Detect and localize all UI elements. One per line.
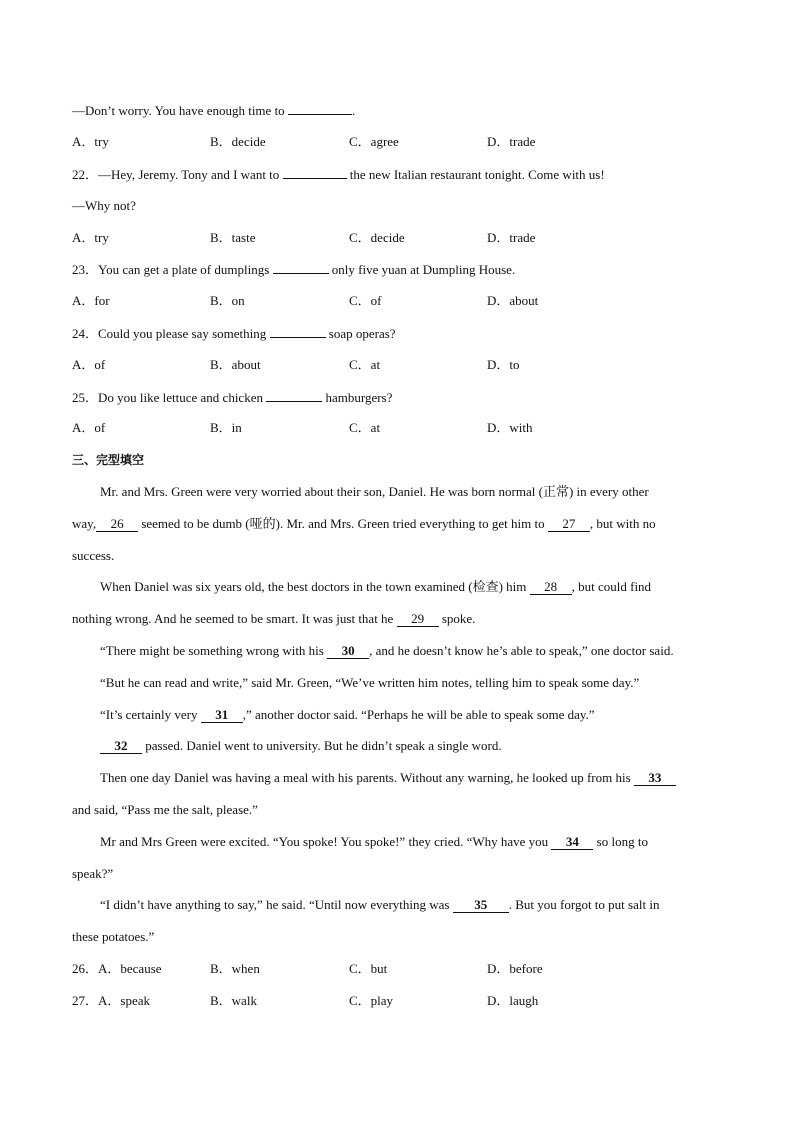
q23-option-a[interactable]: A．for <box>72 293 110 308</box>
q25-option-c[interactable]: C．at <box>349 420 381 435</box>
passage-text: When Daniel was six years old, the best doctors in the town examined (检查) him <box>100 579 527 594</box>
passage-p7-line2: and said, “Pass me the salt, please.” <box>72 802 258 817</box>
passage-text: so long to <box>596 834 648 849</box>
q22-option-b[interactable]: B．taste <box>210 230 256 245</box>
q23-blank[interactable] <box>273 261 329 274</box>
q22-blank[interactable] <box>283 166 347 179</box>
q23-stem-post: only five yuan at Dumpling House. <box>331 262 516 277</box>
blank-27[interactable]: 27 <box>548 517 590 532</box>
passage-text: , but with no <box>589 516 656 531</box>
q21-stem-post: . <box>351 103 356 118</box>
q23-stem <box>72 261 515 278</box>
blank-33[interactable]: 33 <box>634 771 676 786</box>
passage-p5 <box>100 707 595 723</box>
q25-option-b[interactable]: B．in <box>210 420 242 435</box>
passage-p8-line1 <box>100 834 648 850</box>
q21-option-b[interactable]: B．decide <box>210 134 266 149</box>
blank-32[interactable]: 32 <box>100 739 142 754</box>
q27-option-c[interactable]: C．play <box>349 993 394 1008</box>
q21-option-d[interactable]: D．trade <box>487 134 536 149</box>
passage-p6 <box>100 738 502 754</box>
passage-p7-line1 <box>100 770 676 786</box>
passage-text: “There might be something wrong with his <box>100 643 324 658</box>
passage-text: “It’s certainly very <box>100 707 198 722</box>
q21-blank[interactable] <box>288 102 352 115</box>
q25-stem <box>72 389 392 406</box>
passage-text: ,” another doctor said. “Perhaps he will be able to speak some day.” <box>242 707 595 722</box>
passage-text: nothing wrong. And he seemed to be smart. It was just that he <box>72 611 394 626</box>
passage-p8-line2: speak?” <box>72 866 114 881</box>
q23-option-b[interactable]: B．on <box>210 293 245 308</box>
q24-stem-post: soap operas? <box>328 326 396 341</box>
passage-p1-line2 <box>72 516 656 532</box>
blank-29[interactable]: 29 <box>397 612 439 627</box>
blank-30[interactable]: 30 <box>327 644 369 659</box>
q22-stem-pre: 22．—Hey, Jeremy. Tony and I want to <box>72 167 280 182</box>
q27-option-a[interactable]: 27．A．speak <box>72 993 150 1008</box>
passage-p1-line3: success. <box>72 548 115 563</box>
q26-option-c[interactable]: C．but <box>349 961 388 976</box>
q27-option-d[interactable]: D．laugh <box>487 993 539 1008</box>
passage-text: Mr and Mrs Green were excited. “You spoke! You spoke!” they cried. “Why have you <box>100 834 549 849</box>
q24-option-b[interactable]: B．about <box>210 357 261 372</box>
q24-stem-pre: 24．Could you please say something <box>72 326 267 341</box>
blank-35[interactable]: 35 <box>453 898 509 913</box>
q24-option-c[interactable]: C．at <box>349 357 381 372</box>
q26-option-d[interactable]: D．before <box>487 961 543 976</box>
passage-p4: “But he can read and write,” said Mr. Green, “We’ve written him notes, telling him to speak some day.” <box>100 675 640 690</box>
q24-stem <box>72 325 396 342</box>
q26-option-a[interactable]: 26．A．because <box>72 961 162 976</box>
passage-p9-line1 <box>100 897 659 913</box>
q22-stem <box>72 166 605 183</box>
blank-28[interactable]: 28 <box>530 580 572 595</box>
q25-option-d[interactable]: D．with <box>487 420 533 435</box>
q23-stem-pre: 23．You can get a plate of dumplings <box>72 262 270 277</box>
q22-option-c[interactable]: C．decide <box>349 230 405 245</box>
blank-31[interactable]: 31 <box>201 708 243 723</box>
passage-text: seemed to be dumb (哑的). Mr. and Mrs. Green tried everything to get him to <box>141 516 545 531</box>
q23-option-d[interactable]: D．about <box>487 293 539 308</box>
passage-text: “I didn’t have anything to say,” he said. “Until now everything was <box>100 897 450 912</box>
passage-p1-line1: Mr. and Mrs. Green were very worried about their son, Daniel. He was born normal (正常) in every other <box>100 484 649 499</box>
q26-option-b[interactable]: B．when <box>210 961 260 976</box>
passage-text: passed. Daniel went to university. But he didn’t speak a single word. <box>145 738 502 753</box>
passage-p9-line2: these potatoes.” <box>72 929 155 944</box>
q22-option-d[interactable]: D．trade <box>487 230 536 245</box>
q24-option-d[interactable]: D．to <box>487 357 520 372</box>
passage-text: , and he doesn’t know he’s able to speak,” one doctor said. <box>369 643 674 658</box>
q22-reply: —Why not? <box>72 198 136 213</box>
passage-text: Then one day Daniel was having a meal with his parents. Without any warning, he looked up from his <box>100 770 631 785</box>
q23-option-c[interactable]: C．of <box>349 293 382 308</box>
passage-p3 <box>100 643 674 659</box>
passage-text: spoke. <box>441 611 476 626</box>
q25-blank[interactable] <box>266 389 322 402</box>
q25-stem-pre: 25．Do you like lettuce and chicken <box>72 390 263 405</box>
passage-text: . But you forgot to put salt in <box>508 897 660 912</box>
q21-option-a[interactable]: A．try <box>72 134 109 149</box>
q25-option-a[interactable]: A．of <box>72 420 106 435</box>
blank-26[interactable]: 26 <box>96 517 138 532</box>
blank-34[interactable]: 34 <box>551 835 593 850</box>
q25-stem-post: hamburgers? <box>325 390 393 405</box>
q21-option-c[interactable]: C．agree <box>349 134 399 149</box>
q21-stem-pre: —Don’t worry. You have enough time to <box>72 103 285 118</box>
passage-text: , but could find <box>571 579 652 594</box>
passage-p2-line1 <box>100 579 651 595</box>
passage-text: way, <box>72 516 97 531</box>
q24-option-a[interactable]: A．of <box>72 357 106 372</box>
q21-stem <box>72 102 355 119</box>
q22-option-a[interactable]: A．try <box>72 230 109 245</box>
passage-p2-line2 <box>72 611 475 627</box>
section-3-title: 三、完型填空 <box>72 453 145 467</box>
q27-option-b[interactable]: B．walk <box>210 993 257 1008</box>
q24-blank[interactable] <box>270 325 326 338</box>
q22-stem-post: the new Italian restaurant tonight. Come with us! <box>349 167 605 182</box>
